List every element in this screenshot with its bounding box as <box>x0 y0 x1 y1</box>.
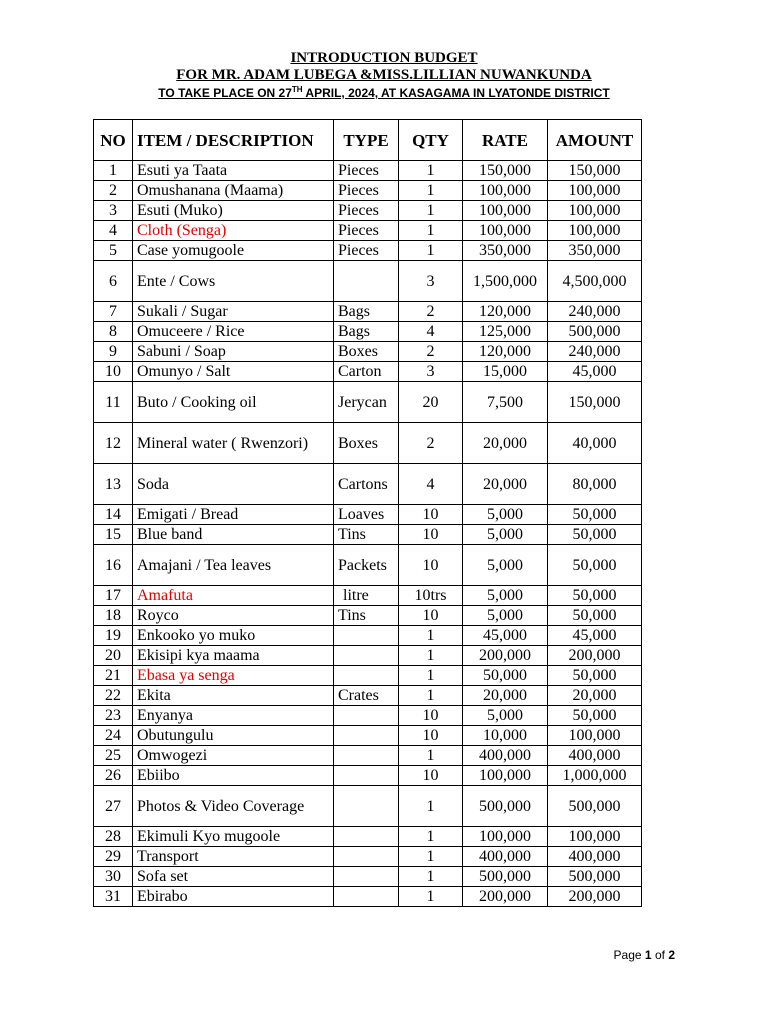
table-row <box>94 464 642 505</box>
cell-amount: 150,000 <box>548 161 642 181</box>
cell-rate: 10,000 <box>463 726 548 746</box>
cell-qty: 4 <box>399 322 463 342</box>
cell-type: Tins <box>334 606 399 626</box>
cell-item: Case yomugoole <box>133 241 334 261</box>
cell-item: Omushanana (Maama) <box>133 181 334 201</box>
cell-item: Enyanya <box>133 706 334 726</box>
budget-table-body <box>94 161 642 907</box>
cell-qty: 1 <box>399 626 463 646</box>
cell-no: 13 <box>94 464 133 505</box>
table-header-row <box>94 120 642 161</box>
cell-amount: 50,000 <box>548 706 642 726</box>
cell-amount: 400,000 <box>548 847 642 867</box>
table-row <box>94 646 642 666</box>
table-row <box>94 423 642 464</box>
table-row <box>94 706 642 726</box>
cell-rate: 350,000 <box>463 241 548 261</box>
cell-no: 8 <box>94 322 133 342</box>
cell-item: Ekisipi kya maama <box>133 646 334 666</box>
cell-amount: 500,000 <box>548 322 642 342</box>
cell-qty: 1 <box>399 161 463 181</box>
cell-type: Tins <box>334 525 399 545</box>
cell-rate: 400,000 <box>463 847 548 867</box>
cell-type: Bags <box>334 302 399 322</box>
cell-no: 11 <box>94 382 133 423</box>
cell-rate: 5,000 <box>463 706 548 726</box>
cell-rate: 5,000 <box>463 545 548 586</box>
cell-type: Pieces <box>334 161 399 181</box>
cell-no: 17 <box>94 586 133 606</box>
cell-item: Omunyo / Salt <box>133 362 334 382</box>
cell-no: 1 <box>94 161 133 181</box>
cell-rate: 5,000 <box>463 505 548 525</box>
cell-item: Buto / Cooking oil <box>133 382 334 423</box>
doc-title: INTRODUCTION BUDGET <box>290 50 478 66</box>
cell-amount: 240,000 <box>548 302 642 322</box>
cell-no: 10 <box>94 362 133 382</box>
cell-no: 27 <box>94 786 133 827</box>
cell-amount: 200,000 <box>548 646 642 666</box>
cell-qty: 10trs <box>399 586 463 606</box>
cell-amount: 20,000 <box>548 686 642 706</box>
cell-item: Blue band <box>133 525 334 545</box>
cell-amount: 45,000 <box>548 626 642 646</box>
cell-qty: 1 <box>399 646 463 666</box>
cell-qty: 1 <box>399 181 463 201</box>
doc-event-line: TO TAKE PLACE ON 27TH APRIL, 2024, AT KASAGAMA IN LYATONDE DISTRICT <box>158 85 610 100</box>
cell-type: Bags <box>334 322 399 342</box>
cell-amount: 40,000 <box>548 423 642 464</box>
cell-rate: 5,000 <box>463 525 548 545</box>
cell-qty: 2 <box>399 342 463 362</box>
cell-type <box>334 746 399 766</box>
table-row <box>94 626 642 646</box>
cell-qty: 1 <box>399 201 463 221</box>
cell-item: Sukali / Sugar <box>133 302 334 322</box>
cell-rate: 20,000 <box>463 686 548 706</box>
cell-qty: 4 <box>399 464 463 505</box>
cell-qty: 1 <box>399 847 463 867</box>
cell-item: Cloth (Senga) <box>133 221 334 241</box>
table-row <box>94 342 642 362</box>
cell-rate: 120,000 <box>463 342 548 362</box>
document-header <box>0 51 768 100</box>
cell-type: litre <box>334 586 399 606</box>
cell-rate: 150,000 <box>463 161 548 181</box>
table-row <box>94 181 642 201</box>
cell-type: Cartons <box>334 464 399 505</box>
cell-item: Ente / Cows <box>133 261 334 302</box>
cell-amount: 150,000 <box>548 382 642 423</box>
cell-amount: 100,000 <box>548 726 642 746</box>
cell-type: Jerycan <box>334 382 399 423</box>
cell-no: 16 <box>94 545 133 586</box>
cell-type: Loaves <box>334 505 399 525</box>
page-footer: Page 1 of 2 <box>613 948 675 962</box>
cell-rate: 45,000 <box>463 626 548 646</box>
table-row <box>94 525 642 545</box>
cell-no: 24 <box>94 726 133 746</box>
cell-rate: 200,000 <box>463 646 548 666</box>
cell-no: 21 <box>94 666 133 686</box>
cell-item: Ekimuli Kyo mugoole <box>133 827 334 847</box>
cell-no: 25 <box>94 746 133 766</box>
table-row <box>94 726 642 746</box>
cell-rate: 5,000 <box>463 606 548 626</box>
cell-type <box>334 766 399 786</box>
cell-item: Royco <box>133 606 334 626</box>
cell-qty: 10 <box>399 545 463 586</box>
cell-no: 4 <box>94 221 133 241</box>
cell-amount: 50,000 <box>548 545 642 586</box>
header-item: ITEM / DESCRIPTION <box>133 120 334 161</box>
table-row <box>94 362 642 382</box>
cell-qty: 2 <box>399 302 463 322</box>
cell-type <box>334 626 399 646</box>
cell-item: Esuti ya Taata <box>133 161 334 181</box>
cell-no: 3 <box>94 201 133 221</box>
cell-amount: 50,000 <box>548 505 642 525</box>
cell-type: Packets <box>334 545 399 586</box>
table-row <box>94 746 642 766</box>
cell-amount: 100,000 <box>548 827 642 847</box>
cell-item: Enkooko yo muko <box>133 626 334 646</box>
cell-no: 18 <box>94 606 133 626</box>
cell-type <box>334 887 399 907</box>
table-row <box>94 161 642 181</box>
cell-no: 23 <box>94 706 133 726</box>
cell-qty: 1 <box>399 221 463 241</box>
cell-item: Ekita <box>133 686 334 706</box>
header-no: NO <box>94 120 133 161</box>
cell-rate: 100,000 <box>463 766 548 786</box>
cell-item: Omuceere / Rice <box>133 322 334 342</box>
cell-qty: 3 <box>399 362 463 382</box>
cell-type: Boxes <box>334 423 399 464</box>
cell-no: 7 <box>94 302 133 322</box>
cell-rate: 7,500 <box>463 382 548 423</box>
cell-type: Crates <box>334 686 399 706</box>
table-row <box>94 201 642 221</box>
cell-amount: 500,000 <box>548 867 642 887</box>
cell-no: 6 <box>94 261 133 302</box>
cell-qty: 10 <box>399 525 463 545</box>
cell-amount: 400,000 <box>548 746 642 766</box>
cell-amount: 80,000 <box>548 464 642 505</box>
cell-type: Pieces <box>334 181 399 201</box>
header-type: TYPE <box>334 120 399 161</box>
cell-type <box>334 706 399 726</box>
cell-type <box>334 847 399 867</box>
cell-no: 14 <box>94 505 133 525</box>
cell-type <box>334 867 399 887</box>
cell-no: 2 <box>94 181 133 201</box>
cell-qty: 20 <box>399 382 463 423</box>
table-row <box>94 382 642 423</box>
cell-rate: 200,000 <box>463 887 548 907</box>
cell-type: Pieces <box>334 241 399 261</box>
cell-no: 15 <box>94 525 133 545</box>
table-row <box>94 686 642 706</box>
cell-amount: 200,000 <box>548 887 642 907</box>
cell-qty: 1 <box>399 241 463 261</box>
cell-amount: 350,000 <box>548 241 642 261</box>
table-row <box>94 766 642 786</box>
cell-item: Sofa set <box>133 867 334 887</box>
cell-rate: 100,000 <box>463 181 548 201</box>
table-row <box>94 666 642 686</box>
cell-rate: 5,000 <box>463 586 548 606</box>
table-row <box>94 221 642 241</box>
cell-no: 30 <box>94 867 133 887</box>
cell-no: 22 <box>94 686 133 706</box>
cell-rate: 20,000 <box>463 464 548 505</box>
cell-rate: 20,000 <box>463 423 548 464</box>
cell-no: 29 <box>94 847 133 867</box>
cell-rate: 120,000 <box>463 302 548 322</box>
header-qty: QTY <box>399 120 463 161</box>
cell-type <box>334 786 399 827</box>
cell-amount: 500,000 <box>548 786 642 827</box>
cell-type <box>334 261 399 302</box>
cell-rate: 500,000 <box>463 786 548 827</box>
cell-no: 12 <box>94 423 133 464</box>
cell-item: Mineral water ( Rwenzori) <box>133 423 334 464</box>
cell-no: 20 <box>94 646 133 666</box>
cell-rate: 50,000 <box>463 666 548 686</box>
cell-no: 28 <box>94 827 133 847</box>
cell-type: Pieces <box>334 201 399 221</box>
cell-qty: 1 <box>399 666 463 686</box>
table-row <box>94 606 642 626</box>
cell-item: Ebirabo <box>133 887 334 907</box>
header-amount: AMOUNT <box>548 120 642 161</box>
cell-amount: 45,000 <box>548 362 642 382</box>
cell-amount: 50,000 <box>548 525 642 545</box>
cell-qty: 1 <box>399 686 463 706</box>
cell-amount: 4,500,000 <box>548 261 642 302</box>
cell-item: Amajani / Tea leaves <box>133 545 334 586</box>
cell-amount: 240,000 <box>548 342 642 362</box>
cell-rate: 100,000 <box>463 827 548 847</box>
cell-item: Emigati / Bread <box>133 505 334 525</box>
table-row <box>94 505 642 525</box>
cell-amount: 100,000 <box>548 181 642 201</box>
table-row <box>94 545 642 586</box>
table-row <box>94 867 642 887</box>
table-row <box>94 827 642 847</box>
cell-item: Photos & Video Coverage <box>133 786 334 827</box>
cell-item: Ebasa ya senga <box>133 666 334 686</box>
cell-rate: 100,000 <box>463 201 548 221</box>
cell-rate: 100,000 <box>463 221 548 241</box>
cell-no: 31 <box>94 887 133 907</box>
cell-type: Boxes <box>334 342 399 362</box>
cell-rate: 400,000 <box>463 746 548 766</box>
cell-amount: 50,000 <box>548 666 642 686</box>
cell-qty: 10 <box>399 706 463 726</box>
cell-item: Omwogezi <box>133 746 334 766</box>
doc-subtitle: FOR MR. ADAM LUBEGA &MISS.LILLIAN NUWANKUNDA <box>176 67 592 83</box>
cell-rate: 15,000 <box>463 362 548 382</box>
cell-amount: 50,000 <box>548 606 642 626</box>
cell-type <box>334 827 399 847</box>
cell-qty: 1 <box>399 867 463 887</box>
table-row <box>94 586 642 606</box>
cell-type <box>334 726 399 746</box>
cell-rate: 125,000 <box>463 322 548 342</box>
cell-qty: 1 <box>399 827 463 847</box>
cell-qty: 10 <box>399 766 463 786</box>
cell-item: Ebiibo <box>133 766 334 786</box>
cell-type: Pieces <box>334 221 399 241</box>
cell-rate: 1,500,000 <box>463 261 548 302</box>
cell-amount: 100,000 <box>548 201 642 221</box>
cell-item: Amafuta <box>133 586 334 606</box>
cell-qty: 10 <box>399 726 463 746</box>
cell-amount: 1,000,000 <box>548 766 642 786</box>
cell-type <box>334 666 399 686</box>
cell-item: Esuti (Muko) <box>133 201 334 221</box>
header-rate: RATE <box>463 120 548 161</box>
table-row <box>94 847 642 867</box>
cell-no: 5 <box>94 241 133 261</box>
table-row <box>94 887 642 907</box>
cell-qty: 1 <box>399 746 463 766</box>
cell-qty: 3 <box>399 261 463 302</box>
cell-no: 9 <box>94 342 133 362</box>
cell-amount: 100,000 <box>548 221 642 241</box>
cell-qty: 2 <box>399 423 463 464</box>
cell-qty: 10 <box>399 606 463 626</box>
cell-item: Obutungulu <box>133 726 334 746</box>
table-row <box>94 322 642 342</box>
table-row <box>94 302 642 322</box>
cell-rate: 500,000 <box>463 867 548 887</box>
cell-no: 19 <box>94 626 133 646</box>
cell-type <box>334 646 399 666</box>
cell-qty: 10 <box>399 505 463 525</box>
table-row <box>94 261 642 302</box>
table-row <box>94 241 642 261</box>
cell-amount: 50,000 <box>548 586 642 606</box>
cell-qty: 1 <box>399 887 463 907</box>
cell-item: Transport <box>133 847 334 867</box>
cell-no: 26 <box>94 766 133 786</box>
cell-qty: 1 <box>399 786 463 827</box>
cell-item: Soda <box>133 464 334 505</box>
cell-item: Sabuni / Soap <box>133 342 334 362</box>
cell-type: Carton <box>334 362 399 382</box>
table-row <box>94 786 642 827</box>
budget-table <box>93 119 642 907</box>
